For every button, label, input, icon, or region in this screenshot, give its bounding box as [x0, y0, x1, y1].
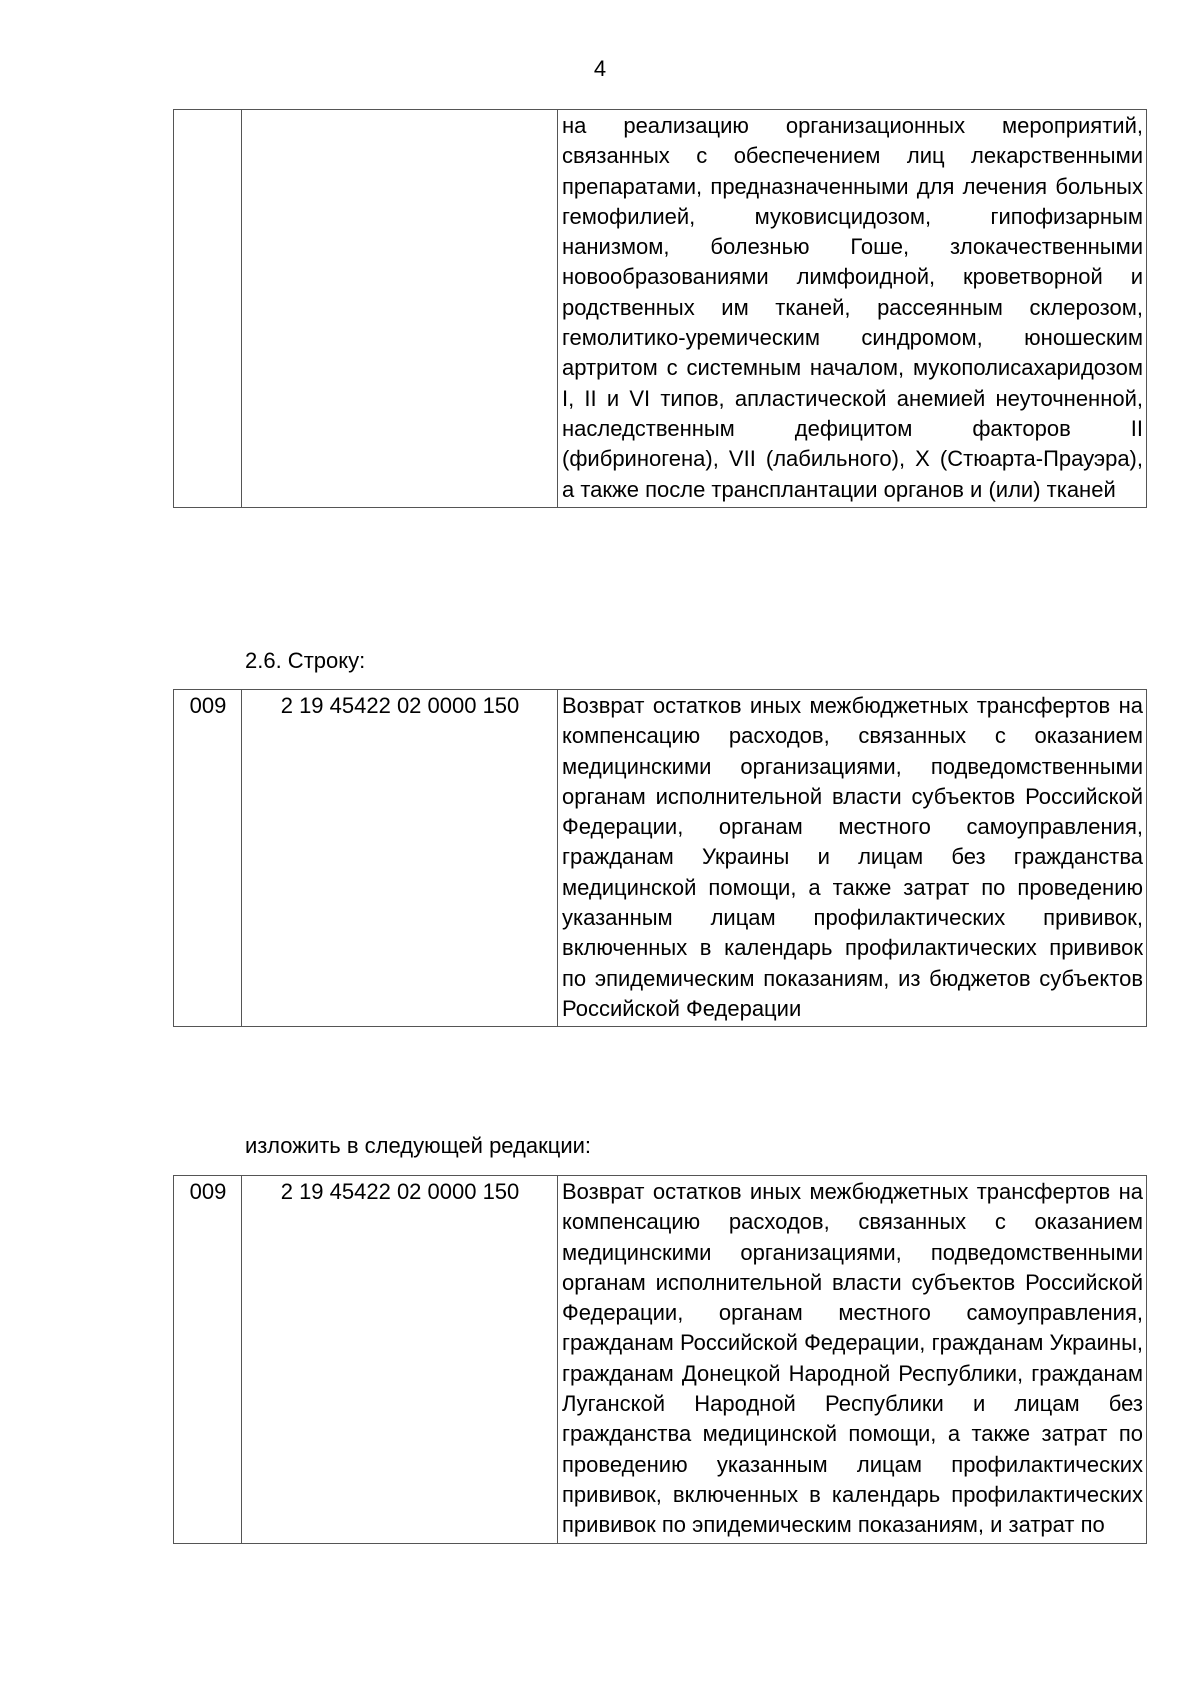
budget-code-cell: 2 19 45422 02 0000 150 [242, 1176, 558, 1544]
budget-table-fragment-1 [173, 109, 1147, 508]
page-number: 4 [593, 56, 607, 81]
table-row [174, 110, 1147, 508]
description-cell: Возврат остатков иных межбюджетных трансфертов на компенсацию расходов, связанных с оказанием медицинскими организациями, подведомственными органам исполнительной власти субъектов Российской Федерации, органам местного самоуправления, гражданам Российской Федерации, гражданам Украины, гражданам Донецкой Народной Республики, гражданам Луганской Народной Республики и лицам без гражданства медицинской помощи, а также затрат по проведению указанным лицам профилактических прививок, включенных в календарь профилактических прививок по эпидемическим показаниям, и затрат по [558, 1176, 1147, 1544]
budget-code-cell [242, 110, 558, 508]
description-cell: Возврат остатков иных межбюджетных трансфертов на компенсацию расходов, связанных с оказанием медицинскими организациями, подведомственными органам исполнительной власти субъектов Российской Федерации, органам местного самоуправления, гражданам Украины и лицам без гражданства медицинской помощи, а также затрат по проведению указанным лицам профилактических прививок, включенных в календарь профилактических прививок по эпидемическим показаниям, из бюджетов субъектов Российской Федерации [558, 690, 1147, 1027]
admin-code-cell: 009 [174, 690, 242, 1027]
budget-table-old-row [173, 689, 1147, 1027]
instruction-text: изложить в следующей редакции: [245, 1133, 592, 1158]
budget-code-cell: 2 19 45422 02 0000 150 [242, 690, 558, 1027]
admin-code-cell [174, 110, 242, 508]
table-row [174, 690, 1147, 1027]
item-heading: 2.6. Строку: [245, 648, 366, 673]
table-row [174, 1176, 1147, 1544]
description-cell: на реализацию организационных мероприятий, связанных с обеспечением лиц лекарственными препаратами, предназначенными для лечения больных гемофилией, муковисцидозом, гипофизарным нанизмом, болезнью Гоше, злокачественными новообразованиями лимфоидной, кроветворной и родственных им тканей, рассеянным склерозом, гемолитико-уремическим синдромом, юношеским артритом с системным началом, мукополисахаридозом I, II и VI типов, апластической анемией неуточненной, наследственным дефицитом факторов II (фибриногена), VII (лабильного), X (Стюарта-Прауэра), а также после трансплантации органов и (или) тканей [558, 110, 1147, 508]
admin-code-cell: 009 [174, 1176, 242, 1544]
budget-table-new-row [173, 1175, 1147, 1544]
